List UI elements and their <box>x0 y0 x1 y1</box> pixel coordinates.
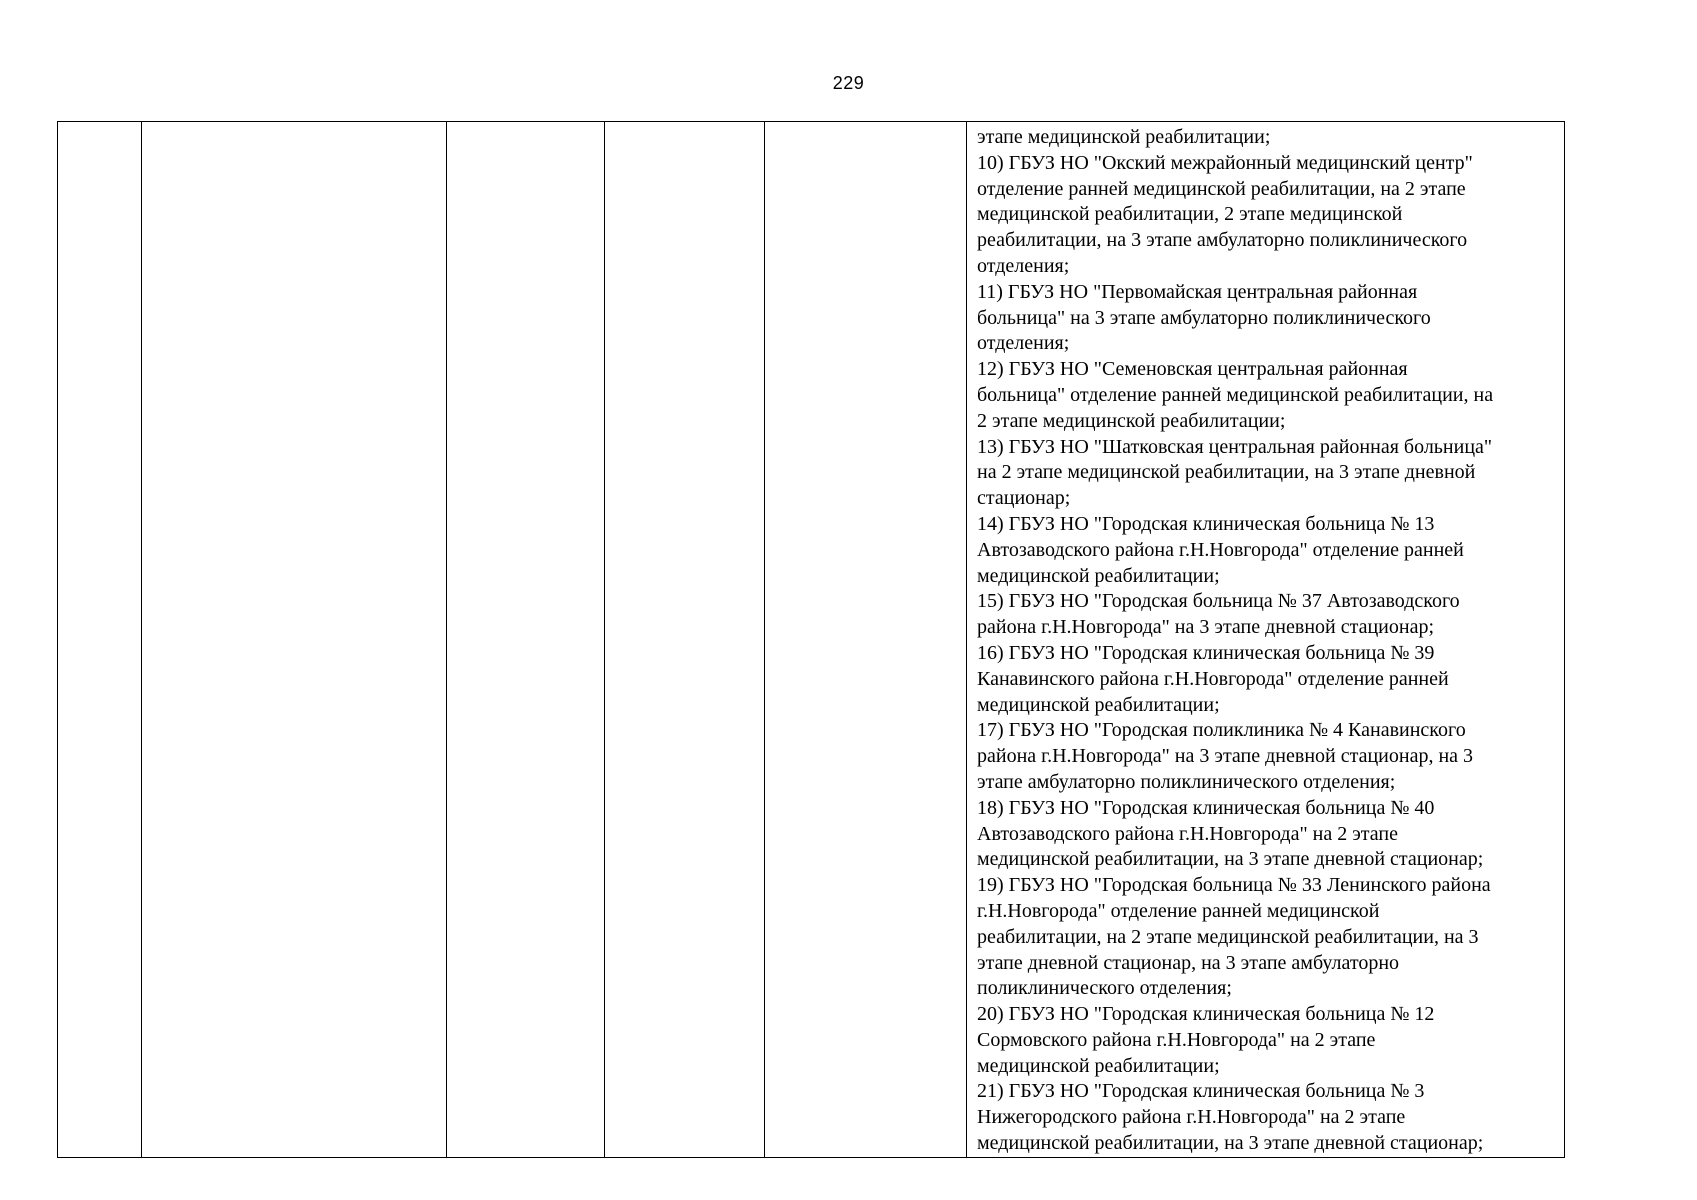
list-item: 13) ГБУЗ НО "Шатковская центральная районная больница" на 2 этапе медицинской реабилитации, на 3 этапе дневной стационар; <box>977 435 1493 510</box>
list-item: 12) ГБУЗ НО "Семеновская центральная районная больница" отделение ранней медицинской реабилитации, на 2 этапе медицинской реабилитации; <box>977 358 1494 432</box>
table-row <box>58 122 1565 1158</box>
list-item: 18) ГБУЗ НО "Городская клиническая больница № 40 Автозаводского района г.Н.Новгорода" на 2 этапе медицинской реабилитации, на 3 этапе дневной стационар; <box>977 796 1484 871</box>
list-item: 19) ГБУЗ НО "Городская больница № 33 Ленинского района г.Н.Новгорода" отделение ранней медицинской реабилитации, на 2 этапе медицинской реабилитации, на 3 этапе дневной стационар, на 3 этапе амбулаторно поликлинического отделения; <box>977 874 1491 1000</box>
list-item: 14) ГБУЗ НО "Городская клиническая больница № 13 Автозаводского района г.Н.Новгорода" отделение ранней медицинской реабилитации; <box>977 512 1464 587</box>
list-item: 16) ГБУЗ НО "Городская клиническая больница № 39 Канавинского района г.Н.Новгорода" отделение ранней медицинской реабилитации; <box>977 641 1449 716</box>
table-cell-col1 <box>58 122 142 1158</box>
list-item: этапе медицинской реабилитации; <box>977 126 1271 148</box>
table-cell-col4 <box>605 122 765 1158</box>
table-cell-col2 <box>142 122 447 1158</box>
document-table <box>57 121 1565 1158</box>
list-item: 15) ГБУЗ НО "Городская больница № 37 Автозаводского района г.Н.Новгорода" на 3 этапе дневной стационар; <box>977 590 1460 639</box>
list-item: 21) ГБУЗ НО "Городская клиническая больница № 3 Нижегородского района г.Н.Новгорода" на 2 этапе медицинской реабилитации, на 3 этапе дневной стационар; <box>977 1080 1484 1155</box>
list-item: 11) ГБУЗ НО "Первомайская центральная районная больница" на 3 этапе амбулаторно поликлинического отделения; <box>977 280 1431 355</box>
list-item: 10) ГБУЗ НО "Окский межрайонный медицинский центр" отделение ранней медицинской реабилитации, на 2 этапе медицинской реабилитации, 2 этапе медицинской реабилитации, на 3 этапе амбулаторно поликлинического отделения; <box>977 151 1473 277</box>
table-cell-col3 <box>447 122 605 1158</box>
list-item: 20) ГБУЗ НО "Городская клиническая больница № 12 Сормовского района г.Н.Новгорода" на 2 этапе медицинской реабилитации; <box>977 1003 1435 1077</box>
table-cell-institutions <box>967 122 1565 1158</box>
list-item: 17) ГБУЗ НО "Городская поликлиника № 4 Канавинского района г.Н.Новгорода" на 3 этапе дневной стационар, на 3 этапе амбулаторно поликлинического отделения; <box>977 719 1474 793</box>
page-number: 229 <box>832 73 865 93</box>
table-cell-col5 <box>765 122 967 1158</box>
